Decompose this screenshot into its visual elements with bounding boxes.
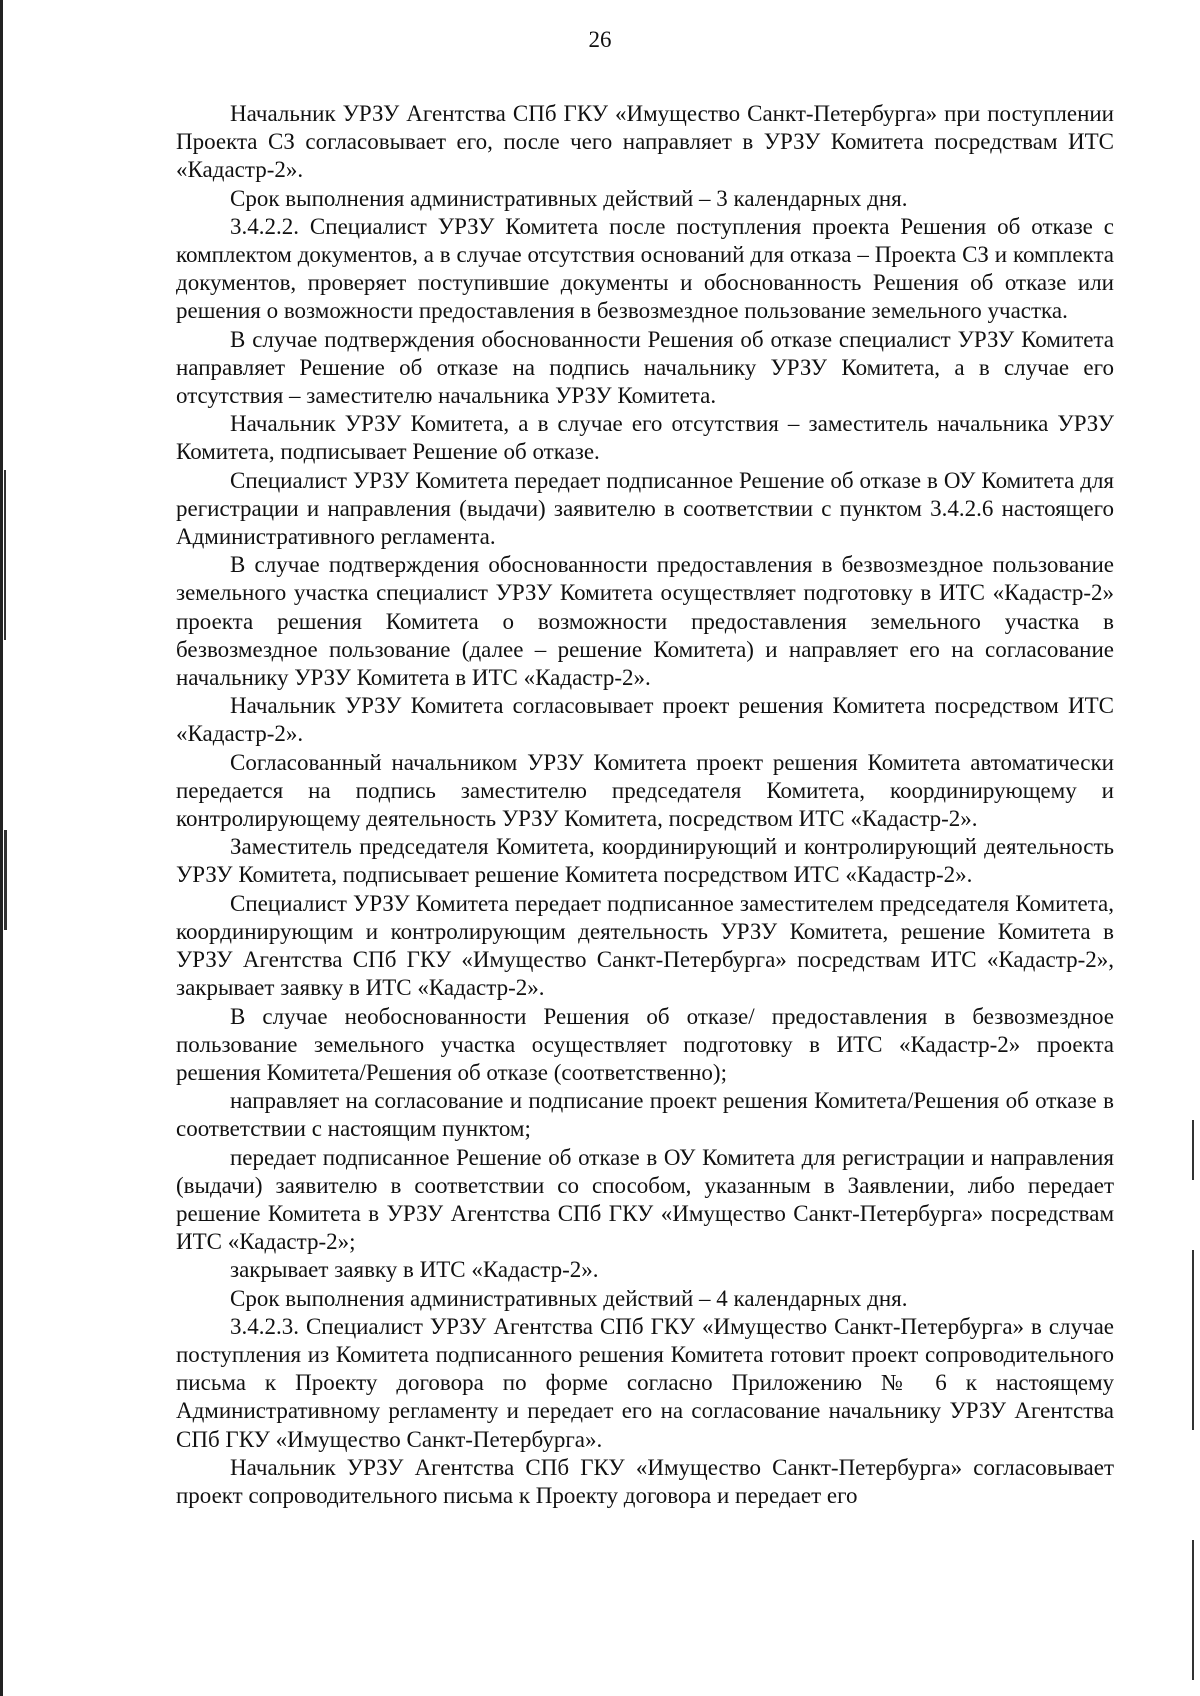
paragraph: Начальник УРЗУ Комитета согласовывает проект решения Комитета посредством ИТС «Кадастр-2». [176,693,1114,747]
scan-edge-left [0,0,3,1696]
paragraph: Специалист УРЗУ Комитета передает подписанное заместителем председателя Комитета, координирующим и контролирующим деятельность УРЗУ Комитета, решение Комитета в УРЗУ Агентства СПб ГКУ «Имущество Санкт-Петербурга» посредствам ИТС «Кадастр-2», закрывает заявку в ИТС «Кадастр-2». [176,890,1114,1001]
scan-mark [1192,1250,1194,1430]
paragraph: 3.4.2.2. Специалист УРЗУ Комитета после поступления проекта Решения об отказе с комплектом документов, а в случае отсутствия оснований для отказа – Проекта СЗ и комплекта документов, проверяет поступившие документы и обоснованность Решения об отказе или решения о возможности предоставления в безвозмездное пользование земельного участка. [176,213,1114,324]
paragraph: Специалист УРЗУ Комитета передает подписанное Решение об отказе в ОУ Комитета для регистрации и направления (выдачи) заявителю в соответствии с пунктом 3.4.2.6 настоящего Административного регламента. [176,467,1114,550]
document-body [176,100,1114,1510]
paragraph: закрывает заявку в ИТС «Кадастр-2». [230,1257,599,1283]
paragraph: направляет на согласование и подписание проект решения Комитета/Решения об отказе в соответствии с настоящим пунктом; [176,1088,1114,1142]
paragraph: В случае необоснованности Решения об отказе/ предоставления в безвозмездное пользование земельного участка осуществляет подготовку в ИТС «Кадастр-2» проекта решения Комитета/Решения об отказе (соответственно); [176,1003,1114,1085]
paragraph: Начальник УРЗУ Агентства СПб ГКУ «Имущество Санкт-Петербурга» при поступлении Проекта СЗ согласовывает его, после чего направляет в УРЗУ Комитета посредствам ИТС «Кадастр-2». [176,101,1114,183]
page-number: 26 [588,27,612,52]
scan-mark [1192,1540,1194,1680]
paragraph: передает подписанное Решение об отказе в ОУ Комитета для регистрации и направления (выдачи) заявителю в соответствии со способом, указанным в Заявлении, либо передает решение Комитета в УРЗУ Агентства СПб ГКУ «Имущество Санкт-Петербурга» посредствам ИТС «Кадастр-2»; [176,1144,1114,1255]
scan-mark [1192,1120,1194,1180]
paragraph: Срок выполнения административных действий – 3 календарных дня. [230,185,908,211]
scan-mark [4,830,7,930]
paragraph: Согласованный начальником УРЗУ Комитета проект решения Комитета автоматически передается на подпись заместителю председателя Комитета, координирующему и контролирующему деятельность УРЗУ Комитета, посредством ИТС «Кадастр-2». [176,749,1114,832]
paragraph: Заместитель председателя Комитета, координирующий и контролирующий деятельность УРЗУ Комитета, подписывает решение Комитета посредством ИТС «Кадастр-2». [176,834,1114,888]
paragraph: Начальник УРЗУ Агентства СПб ГКУ «Имущество Санкт-Петербурга» согласовывает проект сопроводительного письма к Проекту договора и передает его [176,1454,1114,1508]
paragraph: В случае подтверждения обоснованности Решения об отказе специалист УРЗУ Комитета направляет Решение об отказе на подпись начальнику УРЗУ Комитета, а в случае его отсутствия – заместителю начальника УРЗУ Комитета. [176,326,1114,409]
paragraph: Начальник УРЗУ Комитета, а в случае его отсутствия – заместитель начальника УРЗУ Комитета, подписывает Решение об отказе. [176,411,1114,465]
paragraph: Срок выполнения административных действий – 4 календарных дня. [230,1285,908,1311]
scan-mark [4,470,6,640]
paragraph: 3.4.2.3. Специалист УРЗУ Агентства СПб ГКУ «Имущество Санкт-Петербурга» в случае поступления из Комитета подписанного решения Комитета готовит проект сопроводительного письма к Проекту договора по форме согласно Приложению № 6 к настоящему Административному регламенту и передает его на согласование начальнику УРЗУ Агентства СПб ГКУ «Имущество Санкт-Петербурга». [176,1313,1114,1452]
paragraph: В случае подтверждения обоснованности предоставления в безвозмездное пользование земельного участка специалист УРЗУ Комитета осуществляет подготовку в ИТС «Кадастр-2» проекта решения Комитета о возможности предоставления земельного участка в безвозмездное пользование (далее – решение Комитета) и направляет его на согласование начальнику УРЗУ Комитета в ИТС «Кадастр-2». [176,552,1114,691]
